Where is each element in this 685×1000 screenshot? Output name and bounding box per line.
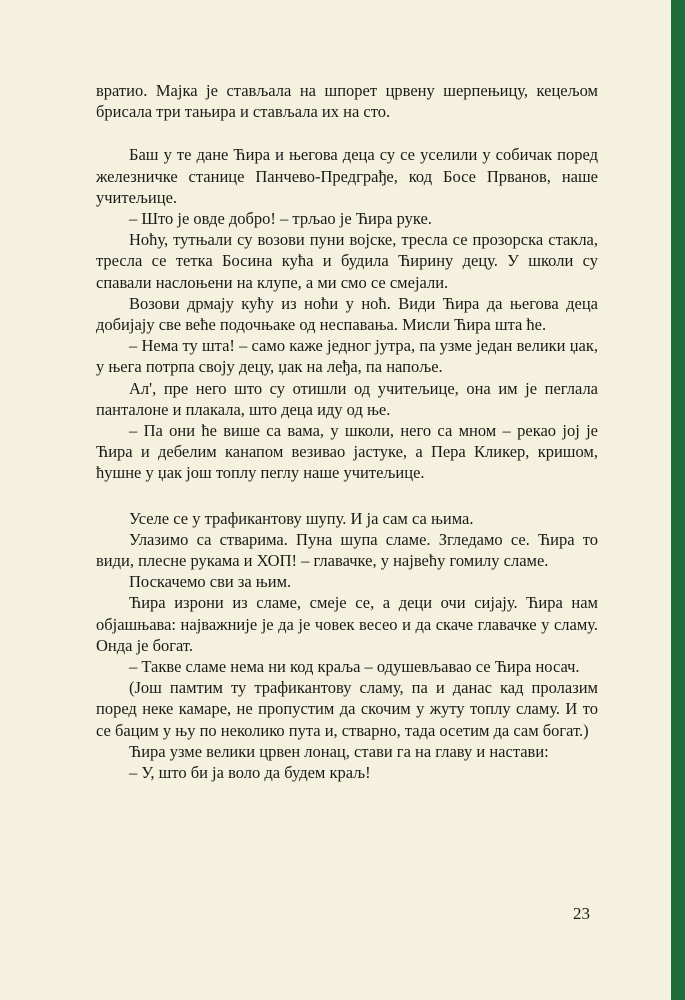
paragraph: Поскачемо сви за њим. — [129, 572, 292, 592]
paragraph: Ал', пре него што су отишли од учитељице, она им је пеглала панталоне и плакала, што деца иду од ње. — [96, 378, 598, 419]
paragraph: Улазимо са стварима. Пуна шупа сламе. Згледамо се. Ћира то види, плесне рукама и ХОП! – главачке, у највећу гомилу сламе. — [96, 529, 598, 571]
paragraph: – Па они ће више са вама, у школи, него са мном – рекао јој је Ћира и дебелим канапом везивао јастуке, а Пера Кликер, кришом, ћушне у џак још топлу пеглу наше учитељице. — [96, 421, 598, 483]
paragraph: – Што је овде добро! – трљао је Ћира руке. — [129, 209, 432, 229]
paragraph: (Још памтим ту трафикантову сламу, па и данас кад пролазим поред неке камаре, не пропустим да скочим у жуту топлу сламу. И то се бацим у њу по неколико пута и, стварно, тада осетим да сам богат.) — [96, 678, 598, 740]
page-number: 23 — [573, 904, 590, 923]
paragraph: Ноћу, тутњали су возови пуни војске, тресла се прозорска стакла, тресла се тетка Босина кућа и будила Ћирину децу. У школи су спавали наслоњени на клупе, а ми смо се смејали. — [96, 230, 598, 292]
paragraph: – Нема ту шта! – само каже једног јутра, па узме један велики џак, у њега потрпа своју децу, џак на леђа, па напоље. — [96, 336, 598, 377]
paragraph: Ћира изрони из сламе, смеје се, а деци очи сијају. Ћира нам објашњава: најважније је да је човек весео и да скаче главачке у сламу. Онда је богат. — [96, 593, 598, 655]
paragraph: Возови дрмају кућу из ноћи у ноћ. Види Ћира да његова деца добијају све веће подочњаке од неспавања. Мисли Ћира шта ће. — [96, 293, 598, 335]
paragraph: Ћира узме велики црвен лонац, стави га на главу и настави: — [129, 741, 549, 761]
paragraph: – У, што би ја воло да будем краљ! — [129, 763, 371, 783]
body-text — [96, 80, 598, 783]
paragraph: вратио. Мајка је стављала на шпорет црвену шерпењицу, кецељом брисала три тањира и стављала их на сто. — [96, 81, 598, 122]
paragraph: Баш у те дане Ћира и његова деца су се уселили у собичак поред железничке станице Панчево-Предграђе, код Босе Прванов, наше учитељице. — [96, 145, 598, 207]
paragraph: Уселе се у трафикантову шупу. И ја сам са њима. — [129, 508, 474, 528]
section-gap — [96, 484, 598, 508]
section-gap — [96, 122, 598, 144]
book-edge — [671, 0, 685, 1000]
paragraph: – Такве сламе нема ни код краља – одушевљавао се Ћира носач. — [129, 657, 580, 677]
